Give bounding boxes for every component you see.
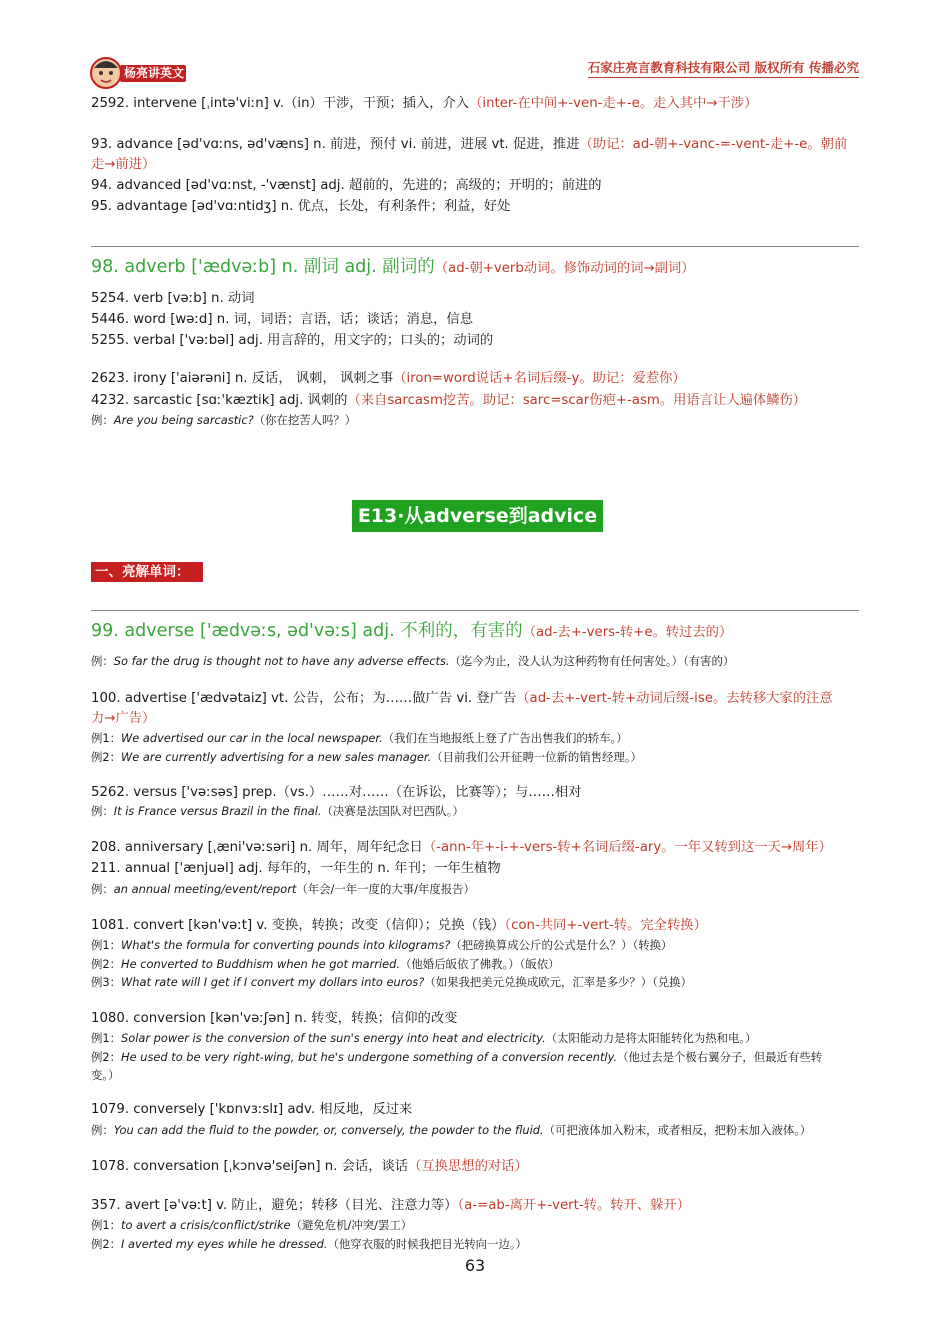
example-convert-2: 例2：He converted to Buddhism when he got married.（他婚后皈依了佛教。）（皈依） (91, 957, 560, 971)
example-annual: 例：an annual meeting/event/report（年会/一年一度的大事/年度报告） (91, 882, 475, 896)
example-avert-2: 例2：I averted my eyes while he dressed.（他穿衣服的时候我把目光转向一边。） (91, 1237, 527, 1251)
divider (91, 610, 859, 611)
entry-avert: 357. avert [ə'vəːt] v. 防止，避免；转移（目光、注意力等）（a-=ab-离开+-vert-转。转开、躲开） (91, 1198, 691, 1213)
entry-advertise: 100. advertise ['ædvətaiz] vt. 公告，公布；为……做广告 vi. 登广告（ad-去+-vert-转+动词后缀-ise。去转移大家的注意 (91, 691, 833, 706)
example-conversion-2-cont: 变。） (91, 1068, 120, 1082)
section-label: 一、亮解单词： (91, 562, 203, 582)
logo-text: 杨亮讲英文 (124, 66, 185, 80)
entry-versus: 5262. versus ['vəːsəs] prep.（vs.）……对……（在诉讼，比赛等）；与……相对 (91, 785, 582, 800)
entry-advantage: 95. advantage [əd'vɑːntidʒ] n. 优点，长处，有利条件；利益，好处 (91, 199, 511, 214)
copyright-notice: 石家庄亮言教育科技有限公司 版权所有 传播必究 (588, 58, 859, 78)
entry-conversation: 1078. conversation [ˌkɔnvə'seiʃən] n. 会话，谈话（互换思想的对话） (91, 1159, 528, 1174)
example-avert-1: 例1：to avert a crisis/conflict/strike（避免危机/冲突/罢工） (91, 1218, 413, 1232)
example-advertise-2: 例2：We are currently advertising for a new sales manager.（目前我们公开征聘一位新的销售经理。） (91, 750, 642, 764)
divider (91, 246, 859, 247)
page-number: 63 (464, 1256, 486, 1275)
entry-advanced: 94. advanced [əd'vɑːnst, -'vænst] adj. 超前的，先进的；高级的；开明的；前进的 (91, 178, 602, 193)
entry-intervene: 2592. intervene [ˌintə'viːn] v.（in）干涉，干预；插入，介入（inter-在中间+-ven-走+-e。走入其中→干涉） (91, 96, 758, 111)
entry-word: 5446. word [wəːd] n. 词，词语；言语，话；谈话；消息，信息 (91, 312, 474, 327)
example-advertise-1: 例1：We advertised our car in the local newspaper.（我们在当地报纸上登了广告出售我们的轿车。） (91, 731, 628, 745)
entry-advertise-cont: 力→广告） (91, 711, 156, 726)
example-conversely: 例：You can add the fluid to the powder, or, conversely, the powder to the fluid.（可把液体加入粉末，或者相反，把粉末加入液体。） (91, 1123, 812, 1137)
example-adverse: 例：So far the drug is thought not to have any adverse effects.（迄今为止，没人认为这种药物有任何害处。）（有害的） (91, 654, 735, 668)
example-conversion-2: 例2：He used to be very right-wing, but he's undergone something of a conversion recently.（他过去是个极右翼分子，但最近有些转 (91, 1050, 823, 1064)
entry-verbal: 5255. verbal ['vəːbəl] adj. 用言辞的，用文字的；口头的；动词的 (91, 333, 494, 348)
entry-anniversary: 208. anniversary [ˌæni'vəːsəri] n. 周年，周年纪念日（-ann-年+-i-+-vers-转+名词后缀-ary。一年又转到这一天→周年） (91, 840, 832, 855)
entry-advance-cont: 走→前进） (91, 157, 156, 172)
example-versus: 例：It is France versus Brazil in the final.（决赛是法国队对巴西队。） (91, 804, 464, 818)
entry-conversely: 1079. conversely ['kɒnvɜːslɪ] adv. 相反地，反过来 (91, 1102, 413, 1117)
entry-sarcastic: 4232. sarcastic [sɑː'kæztik] adj. 讽刺的（来自sarcasm挖苦。助记：sarc=scar伤疤+-asm。用语言让人遍体鳞伤） (91, 393, 807, 408)
lesson-title-banner: E13·从adverse到advice (352, 500, 603, 532)
entry-advance: 93. advance [əd'vɑːns, əd'væns] n. 前进，预付 vi. 前进，进展 vt. 促进，推进（助记：ad-朝+-vanc-=-vent-走+-e。朝前 (91, 137, 848, 152)
entry-convert: 1081. convert [kən'vəːt] v. 变换，转换；改变（信仰）；兑换（钱）（con-共同+-vert-转。完全转换） (91, 918, 707, 933)
heading-adverb: 98. adverb ['ædvəːb] n. 副词 adj. 副词的（ad-朝+verb动词。修饰动词的词→副词） (91, 257, 695, 277)
entry-conversion: 1080. conversion [kən'vəːʃən] n. 转变，转换；信仰的改变 (91, 1011, 458, 1026)
example-convert-3: 例3：What rate will I get if I convert my dollars into euros?（如果我把美元兑换成欧元，汇率是多少？）（兑换） (91, 975, 693, 989)
brand-logo (90, 56, 190, 90)
heading-adverse: 99. adverse ['ædvəːs, əd'vəːs] adj. 不利的，有害的（ad-去+-vers-转+e。转过去的） (91, 621, 733, 641)
example-conversion-1: 例1：Solar power is the conversion of the sun's energy into heat and electricity.（太阳能动力是将太阳能转化为热和电。） (91, 1031, 757, 1045)
example-convert-1: 例1：What's the formula for converting pounds into kilograms?（把磅换算成公斤的公式是什么？）（转换） (91, 938, 673, 952)
entry-irony: 2623. irony ['aiərəni] n. 反话， 讽刺， 讽刺之事（iron=word说话+名词后缀-y。助记：爱惹你） (91, 371, 686, 386)
example-sarcastic: 例：Are you being sarcastic?（你在挖苦人吗？） (91, 413, 357, 427)
entry-verb: 5254. verb [vəːb] n. 动词 (91, 291, 255, 306)
entry-annual: 211. annual ['ænjuəl] adj. 每年的，一年生的 n. 年刊；一年生植物 (91, 861, 501, 876)
